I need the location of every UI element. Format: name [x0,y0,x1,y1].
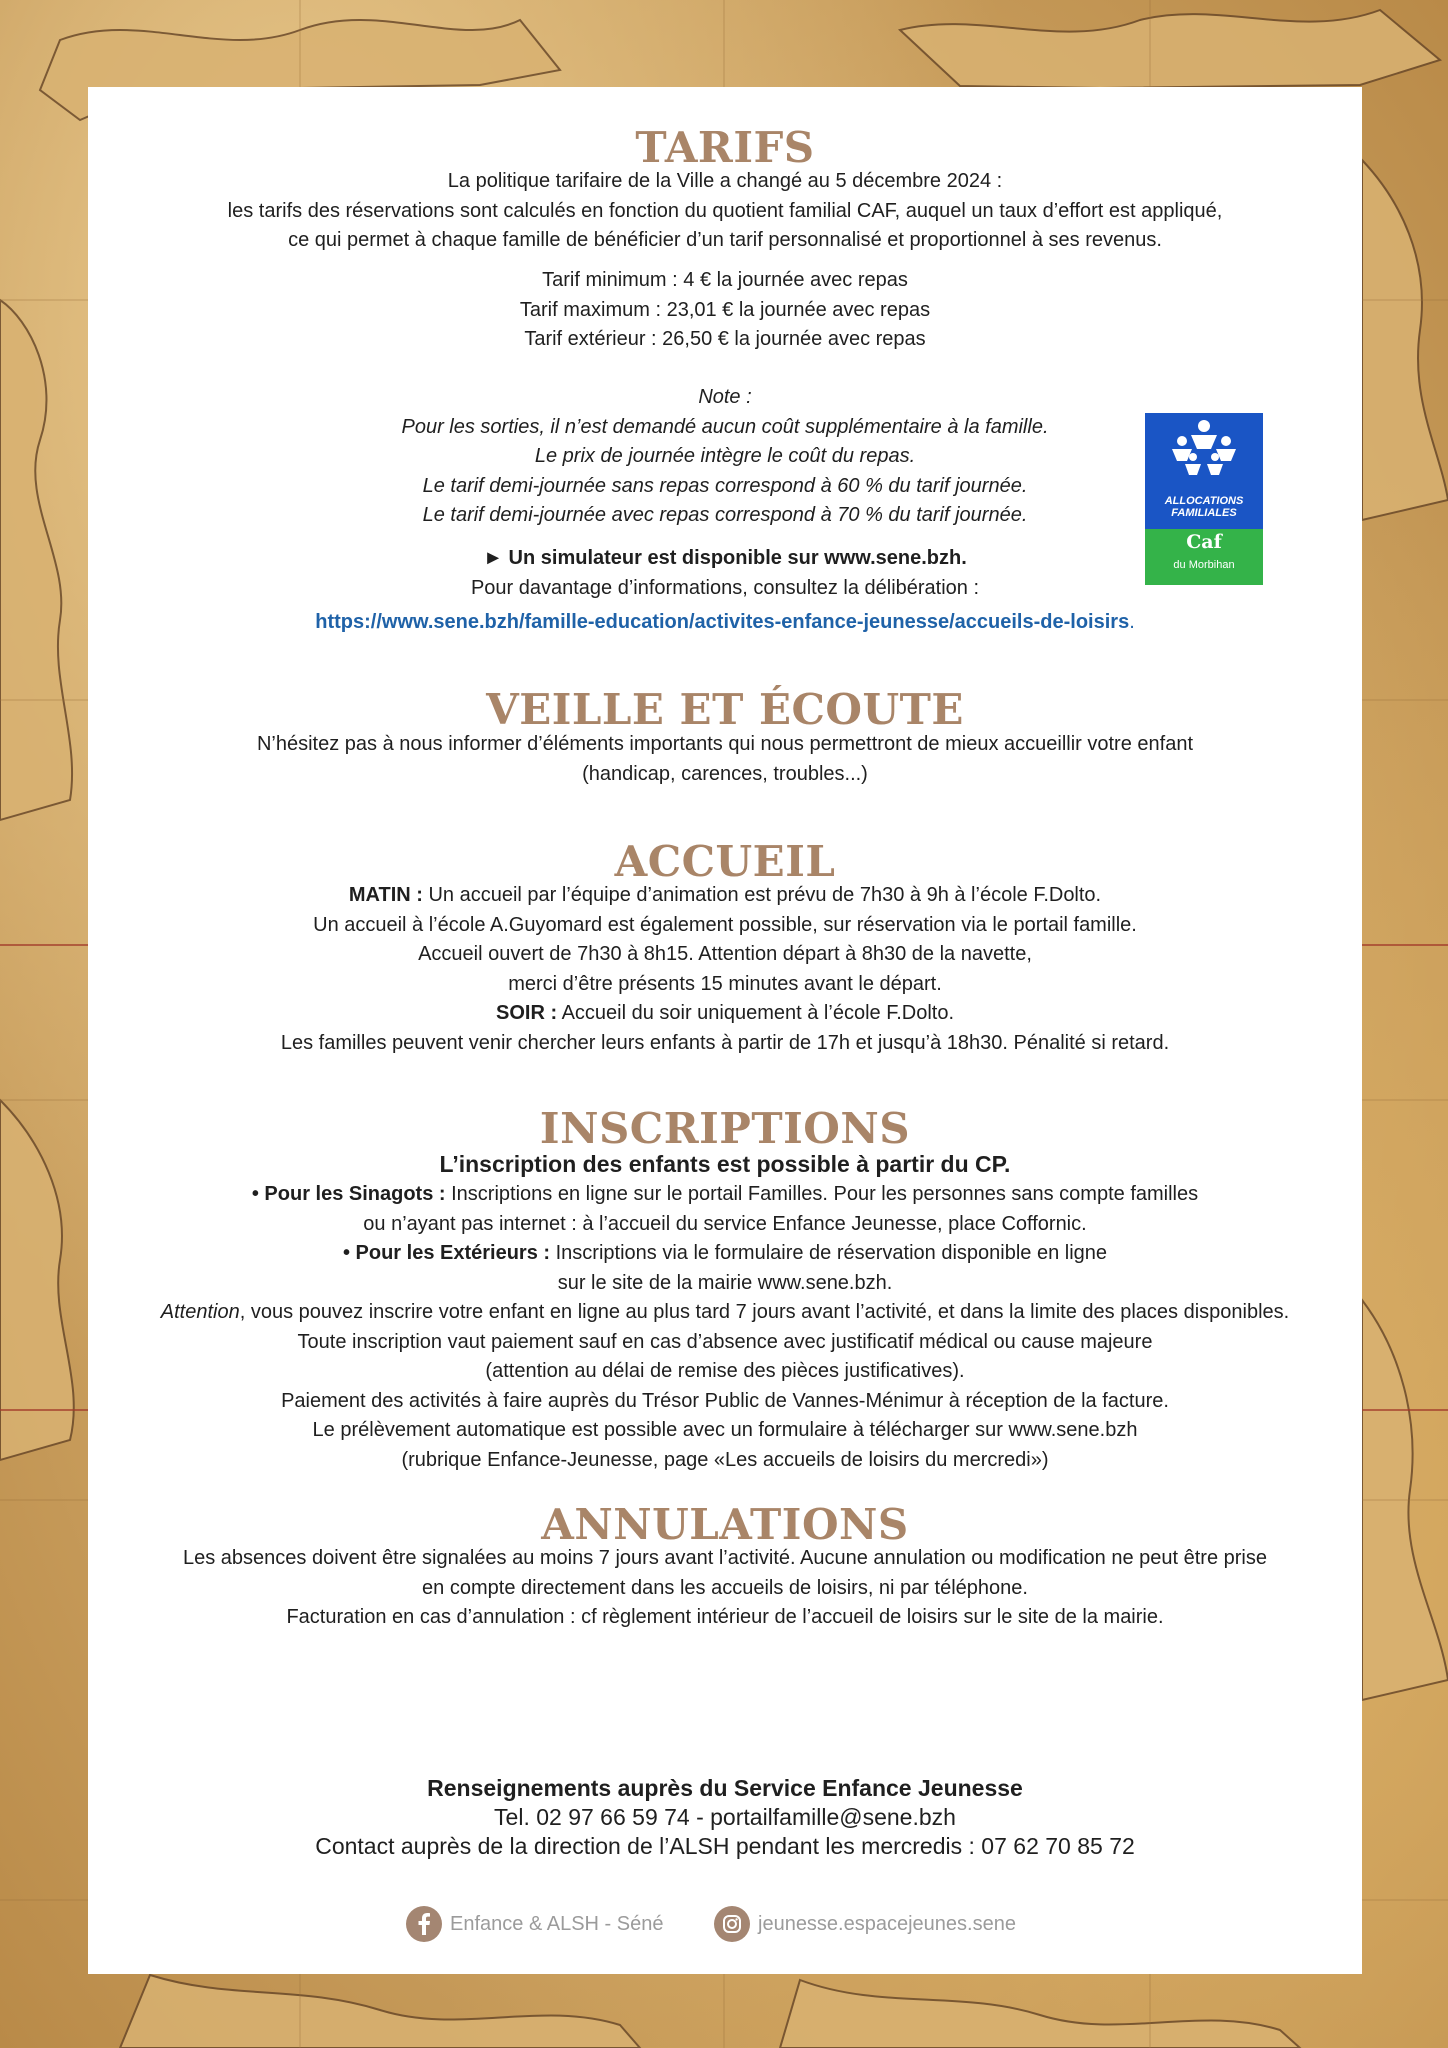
note-line: Pour les sorties, il n’est demandé aucun coût supplémentaire à la famille. [401,415,1049,438]
sinagots-line-2: ou n’ayant pas internet : à l’accueil du service Enfance Jeunesse, place Coffornic. [363,1212,1087,1235]
annulations-line: Facturation en cas d’annulation : cf règlement intérieur de l’accueil de loisirs sur le site de la mairie. [286,1606,1164,1628]
veille-line: (handicap, carences, troubles...) [582,762,868,785]
inscriptions-title: INSCRIPTIONS [539,1104,911,1153]
tarifs-intro-line: ce qui permet à chaque famille de bénéficier d’un tarif personnalisé et proportionnel à ses revenus. [288,229,1162,251]
accueil-matin-line [88,881,1362,911]
tarif-maximum: Tarif maximum : 23,01 € la journée avec repas [519,298,931,321]
accueil-line: merci d’être présents 15 minutes avant le départ. [508,972,942,995]
simulator-notice: ► Un simulateur est disponible sur www.sene.bzh. [483,547,967,569]
caf-name: Caf [1186,531,1222,553]
exterieurs-line [88,1239,1362,1269]
deliberation-link[interactable]: https://www.sene.bzh/famille-education/activites-enfance-jeunesse/accueils-de-loisirs [315,611,1130,633]
caf-label [1145,495,1263,519]
accueil-line: Un accueil à l’école A.Guyomard est également possible, sur réservation via le portail famille. [313,913,1137,936]
annulations-section [88,1500,1362,1549]
attention-text: , vous pouvez inscrire votre enfant en ligne au plus tard 7 jours avant l’activité, et dans la limite des places disponibles. [239,1301,1290,1323]
note-line: Le tarif demi-journée sans repas correspond à 60 % du tarif journée. [422,474,1028,497]
accueil-line: Les familles peuvent venir chercher leurs enfants à partir de 17h et jusqu’à 18h30. Pénalité si retard. [280,1031,1170,1054]
veille-title: VEILLE ET ÉCOUTE [486,685,964,734]
veille-section [88,685,1362,734]
exterieurs-label: • Pour les Extérieurs : [342,1242,551,1264]
tarifs-rates [88,266,1362,355]
land-shape [120,1975,640,2048]
facebook-link[interactable] [406,1904,663,1944]
note-line: Le prix de journée intègre le coût du repas. [534,445,916,467]
inscriptions-line: (attention au délai de remise des pièces justificatives). [485,1360,965,1382]
caf-logo-bottom [1145,529,1263,585]
caf-label-line2: FAMILIALES [1171,507,1237,519]
matin-text: Un accueil par l’équipe d’animation est prévu de 7h30 à 9h à l’école F.Dolto. [422,884,1102,906]
facebook-icon [406,1906,442,1942]
exterieurs-text: Inscriptions via le formulaire de réservation disponible en ligne [550,1242,1108,1264]
sinagots-line [88,1180,1362,1210]
attention-label: Attention [160,1301,240,1323]
annulations-line: en compte directement dans les accueils de loisirs, ni par téléphone. [422,1576,1028,1599]
veille-text [88,730,1362,789]
annulations-title: ANNULATIONS [541,1500,909,1549]
inscriptions-subtitle-wrap [88,1149,1362,1179]
tarifs-intro-line: La politique tarifaire de la Ville a changé au 5 décembre 2024 : [447,170,1003,192]
instagram-link[interactable] [714,1904,1016,1944]
content-card [88,87,1362,1974]
tarifs-intro [88,167,1362,256]
caf-label-line1: ALLOCATIONS [1164,495,1244,507]
note-title: Note : [698,386,752,408]
matin-label: MATIN : [348,884,423,906]
facebook-label: Enfance & ALSH - Séné [450,1912,664,1935]
accueil-text [88,881,1362,1058]
land-shape [900,10,1440,88]
inscriptions-section [88,1104,1362,1153]
inscriptions-line: Le prélèvement automatique est possible avec un formulaire à télécharger sur www.sene.bzh [312,1419,1138,1441]
instagram-icon [714,1906,750,1942]
caf-logo [1145,413,1263,585]
soir-text: Accueil du soir uniquement à l’école F.Dolto. [557,1002,954,1024]
inscriptions-text [88,1180,1362,1475]
tarifs-section [88,123,1362,172]
link-period: . [1129,611,1135,633]
tarif-minimum: Tarif minimum : 4 € la journée avec repas [542,269,908,291]
annulations-line: Les absences doivent être signalées au moins 7 jours avant l’activité. Aucune annulation ou modification ne peut être prise [182,1547,1267,1569]
family-icon [1169,419,1239,481]
inscriptions-subtitle: L’inscription des enfants est possible à partir du CP. [439,1151,1011,1177]
contact-phone-email: Tel. 02 97 66 59 74 - portailfamille@sene.bzh [494,1804,956,1830]
veille-line: N’hésitez pas à nous informer d’éléments importants qui nous permettront de mieux accueillir votre enfant [256,733,1193,755]
accueil-line: Accueil ouvert de 7h30 à 8h15. Attention départ à 8h30 de la navette, [418,943,1032,965]
inscriptions-line: (rubrique Enfance-Jeunesse, page «Les accueils de loisirs du mercredi») [401,1448,1049,1471]
accueil-soir-line [88,999,1362,1029]
sinagots-label: • Pour les Sinagots : [251,1183,446,1205]
exterieurs-line-2: sur le site de la mairie www.sene.bzh. [557,1271,893,1294]
instagram-label: jeunesse.espacejeunes.sene [758,1912,1016,1935]
contact-direction: Contact auprès de la direction de l’ALSH pendant les mercredis : 07 62 70 85 72 [315,1833,1135,1859]
tarif-exterieur: Tarif extérieur : 26,50 € la journée avec repas [524,328,926,350]
contact-title: Renseignements auprès du Service Enfance Jeunesse [427,1775,1023,1801]
land-shape [0,1100,74,1460]
contact-section [88,1774,1362,1861]
tarifs-intro-line: les tarifs des réservations sont calculés en fonction du quotient familial CAF, auquel un taux d’effort est appliqué, [227,199,1223,222]
sinagots-text: Inscriptions en ligne sur le portail Familles. Pour les personnes sans compte familles [445,1183,1199,1205]
deliberation-link-line [88,608,1362,638]
accueil-section [88,837,1362,886]
land-shape [0,300,72,820]
annulations-text [88,1544,1362,1633]
more-info-text: Pour davantage d’informations, consultez la délibération : [470,576,980,599]
land-shape [1362,160,1448,520]
note-line: Le tarif demi-journée avec repas correspond à 70 % du tarif journée. [422,504,1028,526]
land-shape [780,1980,1300,2048]
caf-region: du Morbihan [1173,559,1235,571]
caf-logo-top [1145,413,1263,529]
attention-line [88,1298,1362,1328]
inscriptions-line: Paiement des activités à faire auprès du Trésor Public de Vannes-Ménimur à réception de la facture. [281,1389,1169,1412]
inscriptions-line: Toute inscription vaut paiement sauf en cas d’absence avec justificatif médical ou cause majeure [297,1330,1153,1353]
accueil-title: ACCUEIL [614,837,836,886]
soir-label: SOIR : [495,1002,558,1024]
tarifs-title: TARIFS [635,123,815,172]
